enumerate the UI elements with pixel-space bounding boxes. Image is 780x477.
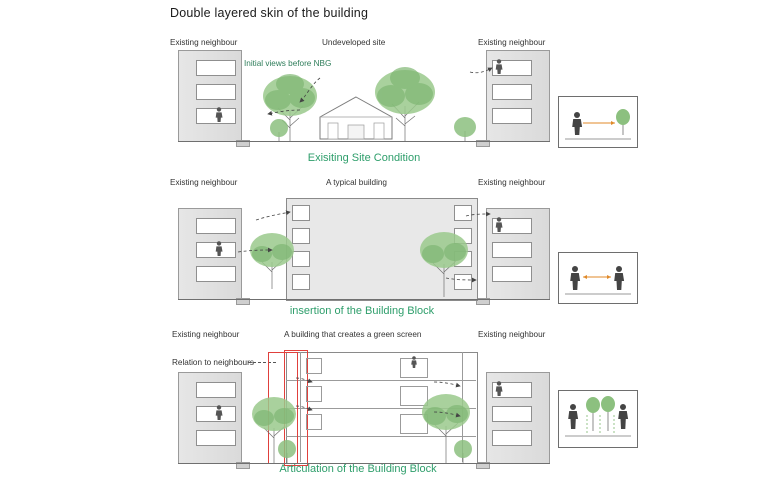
left-neighbour-room: [196, 430, 236, 446]
right-neighbour-room: [492, 266, 532, 282]
person-icon: [214, 405, 224, 420]
panel-caption: insertion of the Building Block: [289, 305, 435, 317]
left-neighbour-room: [196, 266, 236, 282]
page-title: Double layered skin of the building: [170, 6, 369, 20]
shrub-icon: [452, 116, 478, 142]
label-right-neighbour: Existing neighbour: [478, 330, 546, 339]
tree-icon: [370, 62, 440, 142]
block-room: [306, 358, 322, 374]
label-center-site: Undeveloped site: [322, 38, 386, 47]
person-icon: [410, 356, 418, 368]
inset-view-box: [558, 390, 638, 448]
panel-articulation-building-block: [0, 320, 780, 477]
right-neighbour-room: [492, 406, 532, 422]
label-right-neighbour: Existing neighbour: [478, 178, 546, 187]
block-room: [306, 414, 322, 430]
right-neighbour-room: [492, 84, 532, 100]
left-neighbour-room: [196, 218, 236, 234]
person-icon: [494, 59, 504, 74]
panel-existing-site-condition: [0, 0, 780, 165]
block-room: [306, 386, 322, 402]
right-neighbour-room: [492, 242, 532, 258]
label-right-neighbour: Existing neighbour: [478, 38, 546, 47]
label-relation-to-neighbours: Relation to neighbours: [172, 358, 254, 367]
floor-plate: [286, 380, 476, 381]
inset-view-box: [558, 252, 638, 304]
right-neighbour-room: [492, 108, 532, 124]
ground-line: [178, 299, 550, 300]
label-initial-views: Initial views before NBG: [244, 59, 332, 68]
label-center-green-screen: A building that creates a green screen: [284, 330, 422, 339]
label-left-neighbour: Existing neighbour: [172, 330, 240, 339]
left-neighbour-room: [196, 84, 236, 100]
label-left-neighbour: Existing neighbour: [170, 178, 238, 187]
shrub-icon: [276, 438, 298, 464]
panel-caption: Exisiting Site Condition: [307, 152, 421, 164]
right-neighbour-room: [492, 430, 532, 446]
tree-icon: [246, 228, 298, 290]
shrub-icon: [268, 118, 290, 142]
left-neighbour-room: [196, 60, 236, 76]
person-icon: [494, 381, 504, 396]
block-room: [454, 205, 472, 221]
inset-view-box: [558, 96, 638, 148]
block-room: [292, 205, 310, 221]
panel-caption: Articulation of the Building Block: [279, 463, 437, 475]
shrub-icon: [452, 438, 474, 464]
label-center-building: A typical building: [326, 178, 387, 187]
tree-icon: [416, 228, 472, 298]
person-icon: [214, 241, 224, 256]
label-left-neighbour: Existing neighbour: [170, 38, 238, 47]
ground-line: [178, 141, 550, 142]
person-icon: [214, 107, 224, 122]
panel-insertion-building-block: [0, 160, 780, 320]
person-icon: [494, 217, 504, 232]
left-neighbour-room: [196, 382, 236, 398]
